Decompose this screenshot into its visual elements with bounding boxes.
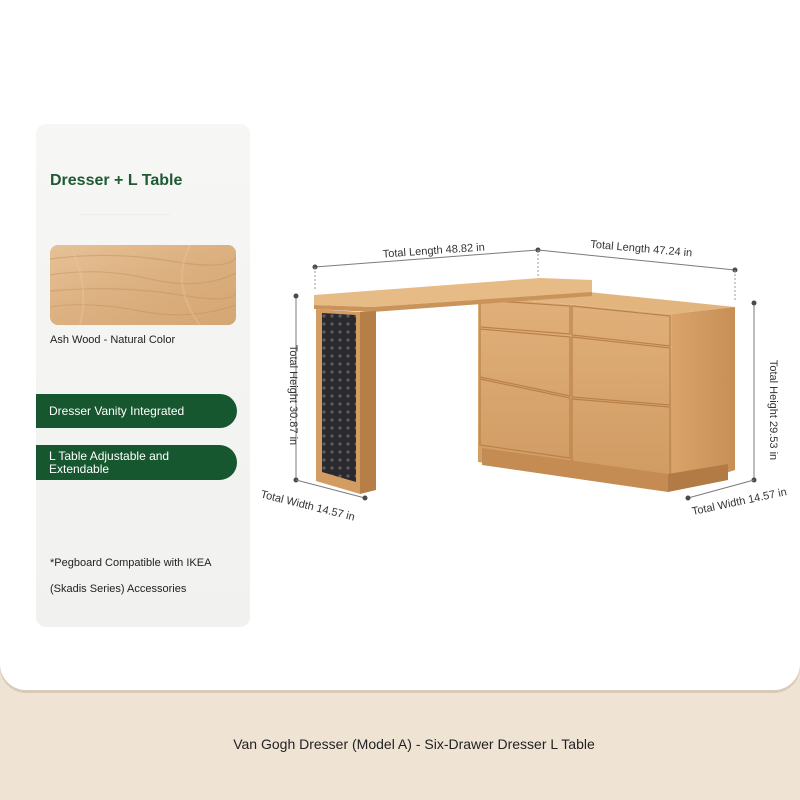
length-label-dresser: Total Length 47.24 in [589, 238, 693, 260]
dresser-side [672, 307, 735, 490]
panel-title: Dresser + L Table [50, 172, 183, 189]
feature-label: Dresser Vanity Integrated [49, 404, 185, 418]
pegboard [322, 313, 356, 482]
pegboard-note-line1: *Pegboard Compatible with IKEA [50, 557, 212, 569]
pegboard-note-line2: (Skadis Series) Accessories [50, 583, 187, 595]
material-label: Ash Wood - Natural Color [50, 334, 176, 346]
width-label-dresser: Total Width 14.57 in [690, 486, 788, 518]
product-caption: Van Gogh Dresser (Model A) - Six-Drawer Dresser L Table [233, 736, 595, 752]
height-label-dresser: Total Height 29.53 in [767, 359, 779, 461]
feature-label: L Table Adjustable and Extendable [49, 448, 170, 476]
width-label-table: Total Width 14.57 in [259, 488, 357, 524]
height-label-table: Total Height 30.87 in [287, 344, 299, 446]
length-label-table: Total Length 48.82 in [382, 241, 486, 261]
dresser [478, 287, 735, 492]
